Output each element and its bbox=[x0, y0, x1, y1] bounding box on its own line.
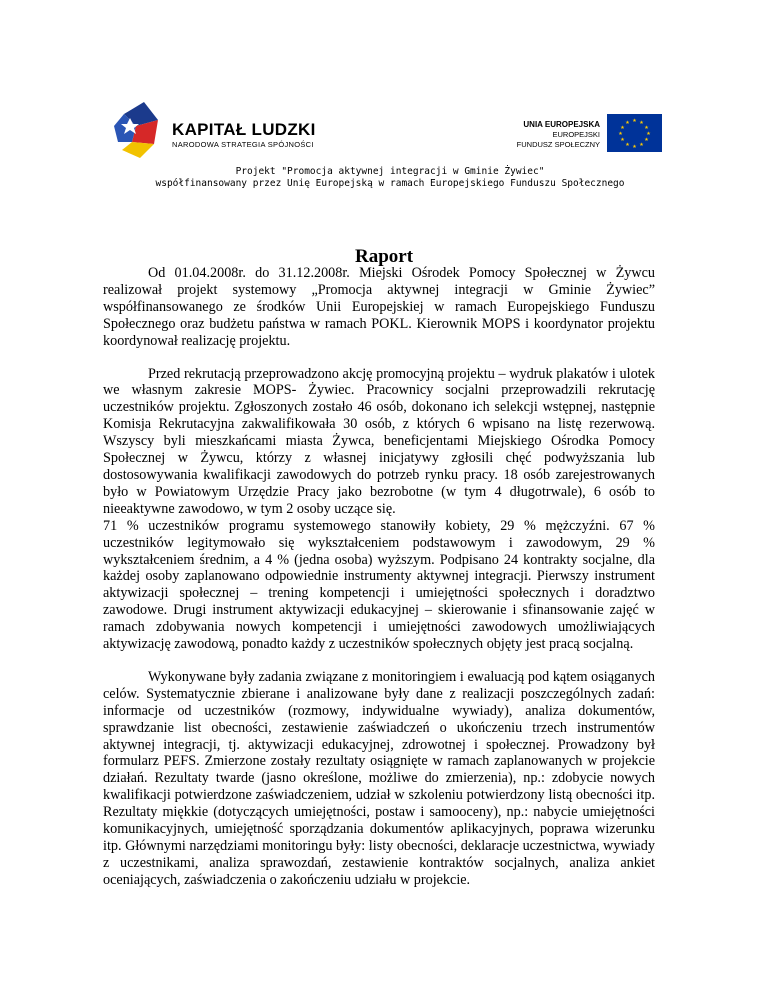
project-line-2: współfinansowany przez Unię Europejską w ramach Europejskiego Funduszu Społecznego bbox=[155, 178, 625, 189]
svg-text:★: ★ bbox=[625, 142, 630, 148]
paragraph-2: Przed rekrutacją przeprowadzono akcję promocyjną projektu – wydruk plakatów i ulotek we własnym zakresie MOPS- Żywiec. Pracownicy socjalni przeprowadzili rekrutację uczestników projektu. Zgłoszonych zostało 46 osób, dokonano ich selekcji wstępnej, następnie Komisja Rekrutacyjna zakwalifikowała 30 osób, z których 6 wpisano na listę rezerwową. Wszyscy byli mieszkańcami miasta Żywca, beneficjentami Miejskiego Ośrodka Pomocy Społecznej w Żywcu, którzy z własnej inicjatywy zgłosili chęć podwyższania lub dostosowywania kwalifikacji zawodowych do potrzeb rynku pracy. 18 osób zarejestrowanych było w Powiatowym Urzędzie Pracy jako bezrobotne (w tym 4 długotrwale), 6 osób to nieeaktywne zawodowo, w tym 2 osoby uczące się. bbox=[103, 365, 655, 517]
svg-text:★: ★ bbox=[644, 125, 649, 131]
eu-text bbox=[490, 120, 600, 150]
kapital-ludzki-text bbox=[172, 120, 316, 150]
report-title: Raport bbox=[354, 246, 414, 267]
paragraph-1: Od 01.04.2008r. do 31.12.2008r. Miejski Ośrodek Pomocy Społecznej w Żywcu realizował projekt systemowy „Promocja aktywnej integracji w Gminie Żywiec” współfinansowanego ze środków Unii Europejskiej w ramach Europejskiego Funduszu Społecznego oraz budżetu państwa w ramach POKL. Kierownik MOPS i koordynator projektu koordynował realizację projektu. bbox=[103, 265, 655, 349]
svg-text:★: ★ bbox=[639, 120, 644, 126]
svg-text:★: ★ bbox=[646, 131, 651, 137]
paragraph-4: Wykonywane były zadania związane z monitoringiem i ewaluacją pod kątem osiąganych celów. Systematycznie zbierane i analizowane były dane z realizacji poszczególnych zadań: informacje od uczestników (rozmowy, indywidualne wywiady), analiza dokumentów, sprawdzanie list obecności, zestawienie zaświadczeń o ukończeniu trzech instrumentów aktywnej integracji, tj. aktywizacji edukacyjnej, zdrowotnej i społecznej. Prowadzony był formularz PEFS. Zmierzone zostały rezultaty osiągnięte w ramach zaplanowanych w projekcie działań. Rezultaty twarde (jasno określone, możliwe do zmierzenia), np.: zdobycie nowych kwalifikacji potwierdzone zaświadczeniem, udział w szkoleniu potwierdzony listą obecności itp. Rezultaty miękkie (dotyczących umiejętności, postaw i samooceny), np.: nabycie umiejętności komunikacyjnych, umiejętność sporządzania dokumentów aplikacyjnych, poprawa wizerunku itp. Głównymi narzędziami monitoringu były: listy obecności, deklaracje uczestnictwa, wywiady z uczestnikami, analiza sprawozdań, zestawienie kontraktów socjalnych, analiza ankiet oceniających, zaświadczenia o zakończeniu udziału w projekcie. bbox=[103, 668, 655, 888]
svg-text:★: ★ bbox=[625, 120, 630, 126]
header-logos bbox=[110, 100, 670, 200]
project-line-1: Projekt "Promocja aktywnej integracji w Gminie Żywiec" bbox=[235, 166, 545, 177]
svg-text:★: ★ bbox=[644, 137, 649, 143]
eu-line3: FUNDUSZ SPOŁECZNY bbox=[516, 140, 600, 149]
eu-line2: EUROPEJSKI bbox=[552, 130, 600, 139]
paragraph-3: 71 % uczestników programu systemowego stanowiły kobiety, 29 % mężczyźni. 67 % uczestników legitymowało się wykształceniem podstawowym i zawodowym, 29 % wykształceniem średnim, a 4 % (jedna osoba) wyższym. Podpisano 24 kontrakty socjalne, dla każdej osoby zaplanowano odpowiednie instrumenty aktywnej integracji. Pierwszy instrument aktywizacji społecznej – trening kompetencji i umiejętności społecznych i doradztwo zawodowe. Drugi instrument aktywizacji edukacyjnej – skierowanie i sfinansowanie zajęć w ramach zdobywania nowych kompetencji i umiejętności zawodowych umożliwiających aktywizację zawodową, ponadto każdy z uczestników społecznych objęty jest pracą socjalną. bbox=[103, 517, 655, 653]
project-subtitle bbox=[110, 166, 670, 190]
svg-text:★: ★ bbox=[620, 125, 625, 131]
kapital-ludzki-subtitle: NARODOWA STRATEGIA SPÓJNOŚCI bbox=[172, 140, 314, 149]
kapital-ludzki-title: KAPITAŁ LUDZKI bbox=[172, 120, 316, 139]
svg-text:★: ★ bbox=[618, 131, 623, 137]
svg-text:★: ★ bbox=[632, 144, 637, 150]
eu-line1: UNIA EUROPEJSKA bbox=[523, 120, 600, 129]
kapital-ludzki-logo-icon bbox=[110, 100, 170, 160]
svg-text:★: ★ bbox=[639, 142, 644, 148]
svg-text:★: ★ bbox=[620, 137, 625, 143]
svg-text:★: ★ bbox=[632, 118, 637, 124]
report-body bbox=[103, 265, 655, 889]
eu-flag-icon bbox=[607, 114, 662, 152]
